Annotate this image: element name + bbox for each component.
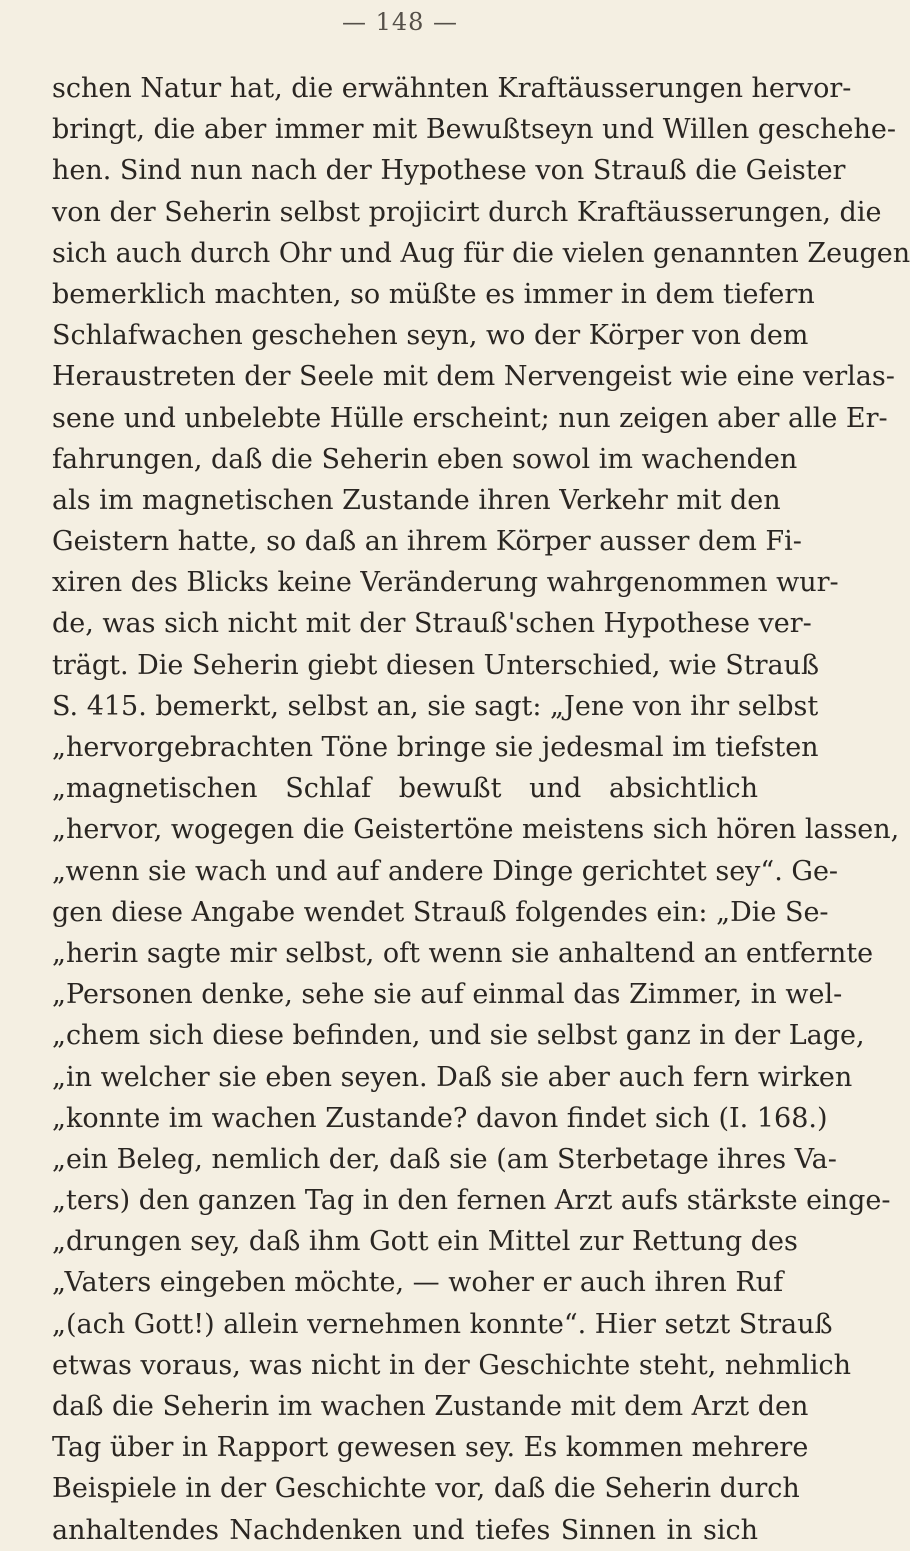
text-line: „Vaters eingeben möchte, — woher er auch ihren Ruf: [52, 1267, 784, 1299]
text-line: daß die Seherin im wachen Zustande mit dem Arzt den: [52, 1391, 809, 1422]
text-line: Heraustreten der Seele mit dem Nervengeist wie eine verlas-: [52, 361, 895, 393]
text-line: xiren des Blicks keine Veränderung wahrgenommen wur-: [52, 567, 839, 599]
text-line: sene und unbelebte Hülle erscheint; nun zeigen aber alle Er-: [52, 402, 888, 434]
text-line: S. 415. bemerkt, selbst an, sie sagt: „Jene von ihr selbst: [52, 690, 819, 722]
text-line: etwas voraus, was nicht in der Geschichte steht, nehmlich: [52, 1349, 852, 1381]
text-line: „in welcher sie eben seyen. Daß sie aber auch fern wirken: [52, 1061, 853, 1093]
text-line: „ein Beleg, nemlich der, daß sie (am Sterbetage ihres Va-: [52, 1143, 837, 1175]
text-line: „chem sich diese befinden, und sie selbst ganz in der Lage,: [52, 1020, 865, 1052]
text-line: „(ach Gott!) allein vernehmen konnte“. Hier setzt Strauß: [52, 1308, 833, 1340]
body-text: [52, 68, 910, 1551]
text-line: „wenn sie wach und auf andere Dinge gerichtet sey“. Ge-: [52, 855, 839, 887]
text-line: „hervor, wogegen die Geistertöne meistens sich hören lassen,: [52, 814, 900, 846]
text-line: trägt. Die Seherin giebt diesen Unterschied, wie Strauß: [52, 649, 820, 681]
text-line: anhaltendes Nachdenken und tiefes Sinnen in sich: [52, 1514, 758, 1546]
text-line: „drungen sey, daß ihm Gott ein Mittel zur Rettung des: [52, 1226, 798, 1258]
text-line: von der Seherin selbst projicirt durch Kraftäusserungen, die: [52, 196, 882, 228]
text-line: fahrungen, daß die Seherin eben sowol im wachenden: [52, 443, 798, 475]
text-line: Geistern hatte, so daß an ihrem Körper ausser dem Fi-: [52, 526, 802, 558]
text-line: bringt, die aber immer mit Bewußtseyn und Willen geschehe-: [52, 114, 896, 146]
text-line: „konnte im wachen Zustande? davon findet sich (I. 168.): [52, 1102, 828, 1134]
text-line: hen. Sind nun nach der Hypothese von Strauß die Geister: [52, 155, 846, 187]
text-line: Beispiele in der Geschichte vor, daß die Seherin durch: [52, 1473, 800, 1505]
text-line: de, was sich nicht mit der Strauß'schen Hypothese ver-: [52, 608, 812, 640]
text-line: „magnetischen Schlaf bewußt und absichtlich: [52, 773, 758, 805]
page-number: — 148 —: [341, 8, 459, 36]
text-line: Tag über in Rapport gewesen sey. Es kommen mehrere: [52, 1432, 809, 1464]
text-line: „Personen denke, sehe sie auf einmal das Zimmer, in wel-: [52, 979, 843, 1011]
text-line: „ters) den ganzen Tag in den fernen Arzt aufs stärkste einge-: [52, 1185, 891, 1217]
text-line: schen Natur hat, die erwähnten Kraftäusserungen hervor-: [52, 73, 852, 104]
text-line: sich auch durch Ohr und Aug für die vielen genannten Zeugen: [52, 237, 910, 269]
text-line: als im magnetischen Zustande ihren Verkehr mit den: [52, 484, 781, 516]
text-line: „herin sagte mir selbst, oft wenn sie anhaltend an entfernte: [52, 937, 874, 969]
text-line: Schlafwachen geschehen seyn, wo der Körper von dem: [52, 320, 809, 352]
text-line: bemerklich machten, so müßte es immer in dem tiefern: [52, 278, 815, 310]
text-line: „hervorgebrachten Töne bringe sie jedesmal im tiefsten: [52, 732, 819, 763]
text-line: gen diese Angabe wendet Strauß folgendes ein: „Die Se-: [52, 896, 829, 928]
